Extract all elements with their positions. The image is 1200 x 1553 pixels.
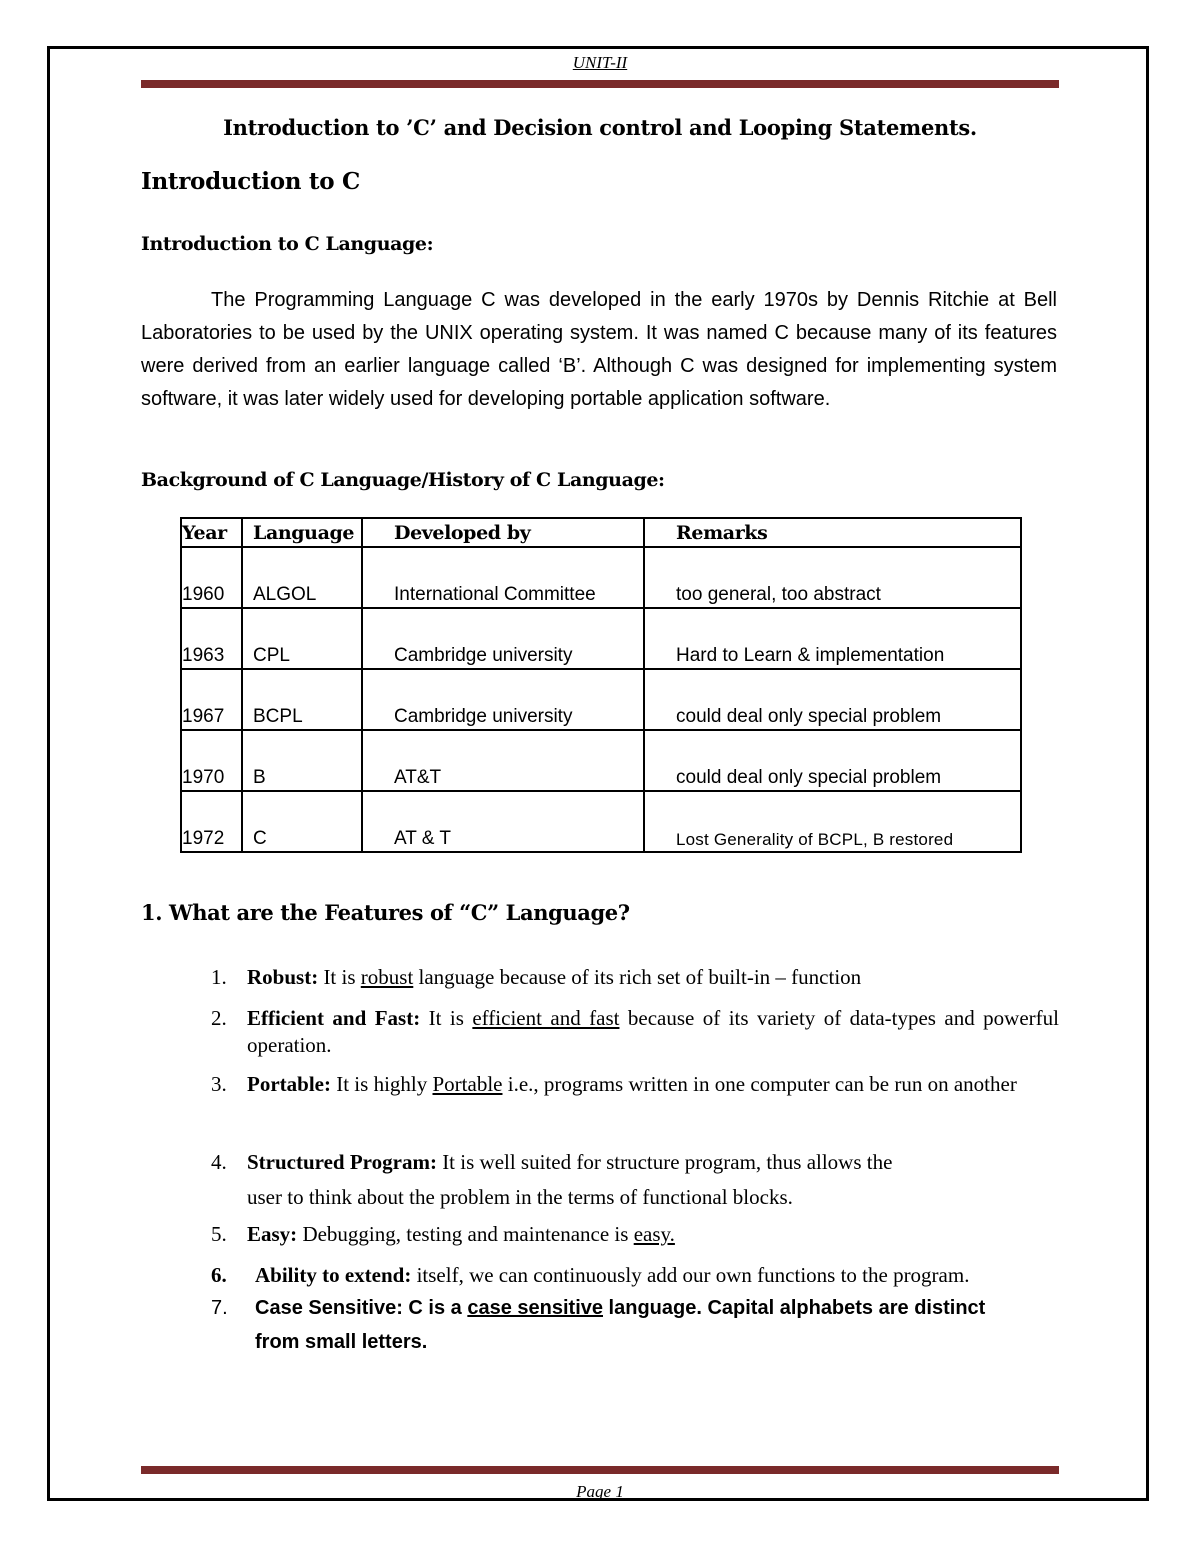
feature-item-easy — [211, 1221, 1059, 1248]
feature-number: 5. — [211, 1222, 227, 1246]
document-title: Introduction to ’C’ and Decision control and Looping Statements. — [223, 115, 977, 140]
table-row — [181, 791, 1021, 852]
feature-underlined: easy. — [633, 1222, 675, 1246]
feature-term: Easy: — [247, 1222, 298, 1246]
feature-text: It is — [420, 1006, 473, 1030]
table-row — [181, 669, 1021, 730]
feature-term: Robust: — [247, 965, 319, 989]
feature-underlined: Portable — [432, 1072, 503, 1096]
feature-text: because of its variety of data-types and powerful operation. — [247, 1006, 1059, 1057]
feature-number: 1. — [211, 965, 227, 989]
cell-year: 1972 — [181, 791, 242, 852]
history-table — [180, 517, 1022, 853]
feature-number: 4. — [211, 1150, 227, 1174]
page-number: Page 1 — [576, 1482, 624, 1501]
feature-text: C is a — [402, 1297, 468, 1319]
header-rule — [141, 80, 1059, 88]
feature-text: It is highly — [330, 1072, 433, 1096]
cell-remarks: too general, too abstract — [644, 547, 1021, 608]
feature-term: Case Sensitive: — [255, 1297, 403, 1319]
cell-language: B — [242, 730, 362, 791]
cell-language: C — [242, 791, 362, 852]
table-row — [181, 730, 1021, 791]
running-head: UNIT-II — [572, 53, 628, 72]
cell-year: 1960 — [181, 547, 242, 608]
column-header-year: Year — [181, 518, 242, 547]
table-header-row — [181, 518, 1021, 547]
feature-number: 7. — [211, 1297, 228, 1319]
feature-underlined: case sensitive — [467, 1297, 603, 1319]
feature-number: 2. — [211, 1006, 227, 1030]
column-header-developed-by: Developed by — [362, 518, 644, 547]
feature-text: i.e., programs written in one computer can be run on another — [502, 1072, 1017, 1096]
intro-paragraph: The Programming Language C was developed in the early 1970s by Dennis Ritchie at Bell Laboratories to be used by the UNIX operating system. It was named C because many of its features were derived from an earlier language called ‘B’. Although C was designed for implementing system software, it was later widely used for developing portable application software. — [141, 289, 1057, 410]
column-header-language: Language — [242, 518, 362, 547]
feature-text: language. Capital alphabets are distinct from small letters. — [255, 1297, 986, 1353]
feature-item-structured — [211, 1145, 1059, 1215]
table-row — [181, 547, 1021, 608]
table-row — [181, 608, 1021, 669]
cell-language: CPL — [242, 608, 362, 669]
cell-developed-by: International Committee — [362, 547, 644, 608]
feature-term: Portable: — [247, 1072, 331, 1096]
feature-text: Debugging, testing and maintenance is — [297, 1222, 634, 1246]
feature-item-robust — [211, 964, 1059, 991]
feature-item-efficient — [211, 1005, 1059, 1059]
cell-language: BCPL — [242, 669, 362, 730]
feature-text: language because of its rich set of built-in – function — [413, 965, 862, 989]
cell-remarks: Hard to Learn & implementation — [644, 608, 1021, 669]
footer-rule — [141, 1466, 1059, 1474]
cell-developed-by: AT&T — [362, 730, 644, 791]
history-heading: Background of C Language/History of C Language: — [141, 469, 665, 491]
feature-underlined: robust — [360, 965, 414, 989]
feature-text: It is — [318, 965, 361, 989]
feature-number: 6. — [211, 1263, 227, 1287]
cell-year: 1970 — [181, 730, 242, 791]
feature-term: Ability to extend: — [255, 1263, 412, 1287]
feature-text: user to think about the problem in the terms of functional blocks. — [247, 1185, 793, 1209]
cell-remarks: could deal only special problem — [644, 730, 1021, 791]
cell-developed-by: Cambridge university — [362, 608, 644, 669]
cell-developed-by: AT & T — [362, 791, 644, 852]
feature-underlined: efficient and fast — [472, 1006, 620, 1030]
cell-year: 1967 — [181, 669, 242, 730]
feature-term: Efficient and Fast: — [247, 1006, 421, 1030]
feature-term: Structured Program: — [247, 1150, 437, 1174]
section-title: Introduction to C — [141, 168, 360, 195]
cell-remarks: Lost Generality of BCPL, B restored — [644, 791, 1021, 852]
intro-heading: Introduction to C Language: — [141, 233, 434, 255]
features-heading: 1. What are the Features of “C” Language? — [141, 900, 630, 925]
feature-number: 3. — [211, 1072, 227, 1096]
column-header-remarks: Remarks — [644, 518, 1021, 547]
feature-item-portable — [211, 1071, 1059, 1098]
feature-item-extend — [211, 1262, 1059, 1289]
cell-remarks: could deal only special problem — [644, 669, 1021, 730]
cell-year: 1963 — [181, 608, 242, 669]
feature-text: It is well suited for structure program, thus allows the — [436, 1150, 893, 1174]
cell-language: ALGOL — [242, 547, 362, 608]
feature-text: itself, we can continuously add our own functions to the program. — [411, 1263, 970, 1287]
feature-item-case-sensitive — [211, 1291, 1059, 1359]
cell-developed-by: Cambridge university — [362, 669, 644, 730]
